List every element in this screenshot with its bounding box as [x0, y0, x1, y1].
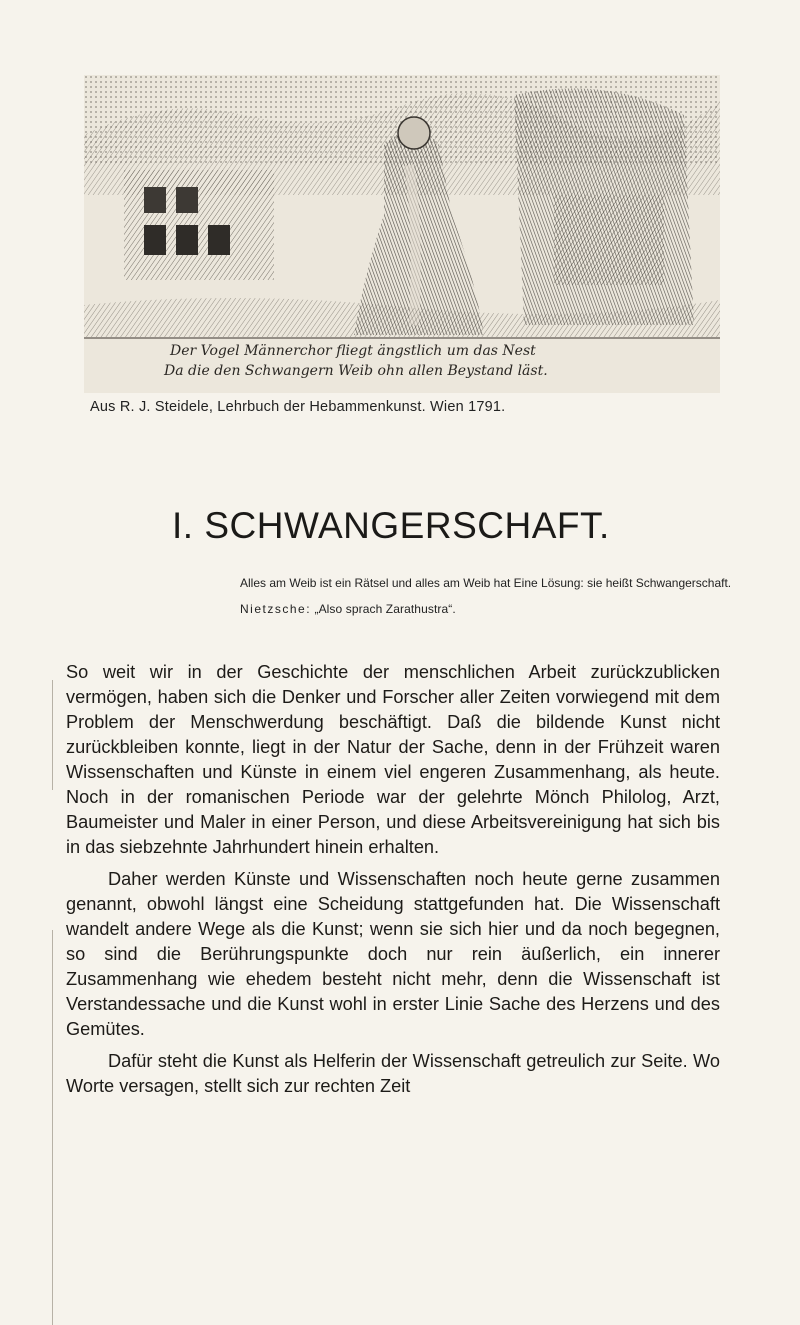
epigraph-quote: Alles am Weib ist ein Rätsel und alles am Weib hat Eine Lösung: sie heißt Schwangerschaft.: [240, 576, 732, 590]
epigraph-author: Nietzsche:: [240, 602, 312, 616]
engraving-caption-line-2: Da die den Schwangern Weib ohn allen Beystand läst.: [164, 363, 548, 379]
page-edge-shadow: [52, 680, 53, 790]
chapter-title: I. SCHWANGERSCHAFT.: [172, 505, 610, 546]
engraving-caption-line-1: Der Vogel Männerchor fliegt ängstlich um das Nest: [170, 343, 536, 359]
paragraph-2: Daher werden Künste und Wissenschaften noch heute gerne zusammen genannt, obwohl längst eine Scheidung stattgefunden hat. Die Wissenschaft wandelt andere Wege als die Kunst; wenn sie sich hier und da noch begegnen, so sind die Berührungspunkte doch nur rein äußerlich, ein innerer Zusammenhang wie ehedem besteht nicht mehr, denn die Wissenschaft ist Verstandessache und die Kunst wohl in erster Linie Sache des Herzens und des Gemütes.: [66, 869, 720, 1039]
epigraph-work: „Also sprach Zarathustra“.: [314, 602, 456, 616]
illustration-source-caption: Aus R. J. Steidele, Lehrbuch der Hebammenkunst. Wien 1791.: [90, 399, 506, 415]
epigraph: [240, 575, 760, 618]
page-edge-shadow: [52, 930, 53, 1325]
body-text: [66, 660, 720, 1099]
paragraph-1: So weit wir in der Geschichte der menschlichen Arbeit zurückzublicken vermögen, haben sich die Denker und Forscher aller Zeiten vorwiegend mit dem Problem der Menschwerdung beschäftigt. Daß die bildende Kunst nicht zurückbleiben konnte, liegt in der Natur der Sache, denn in der Frühzeit waren Wissenschaften und Künste in einem viel engeren Zusammenhang, als heute. Noch in der romanischen Periode war der gelehrte Mönch Philolog, Arzt, Baumeister und Maler in einer Person, und diese Arbeitsvereinigung hat sich bis in das siebzehnte Jahrhundert hinein erhalten.: [66, 662, 720, 857]
epigraph-attribution: [240, 601, 760, 618]
paragraph-3: Dafür steht die Kunst als Helferin der Wissenschaft getreulich zur Seite. Wo Worte versagen, stellt sich zur rechten Zeit: [66, 1051, 720, 1096]
engraving-illustration: [84, 75, 720, 393]
